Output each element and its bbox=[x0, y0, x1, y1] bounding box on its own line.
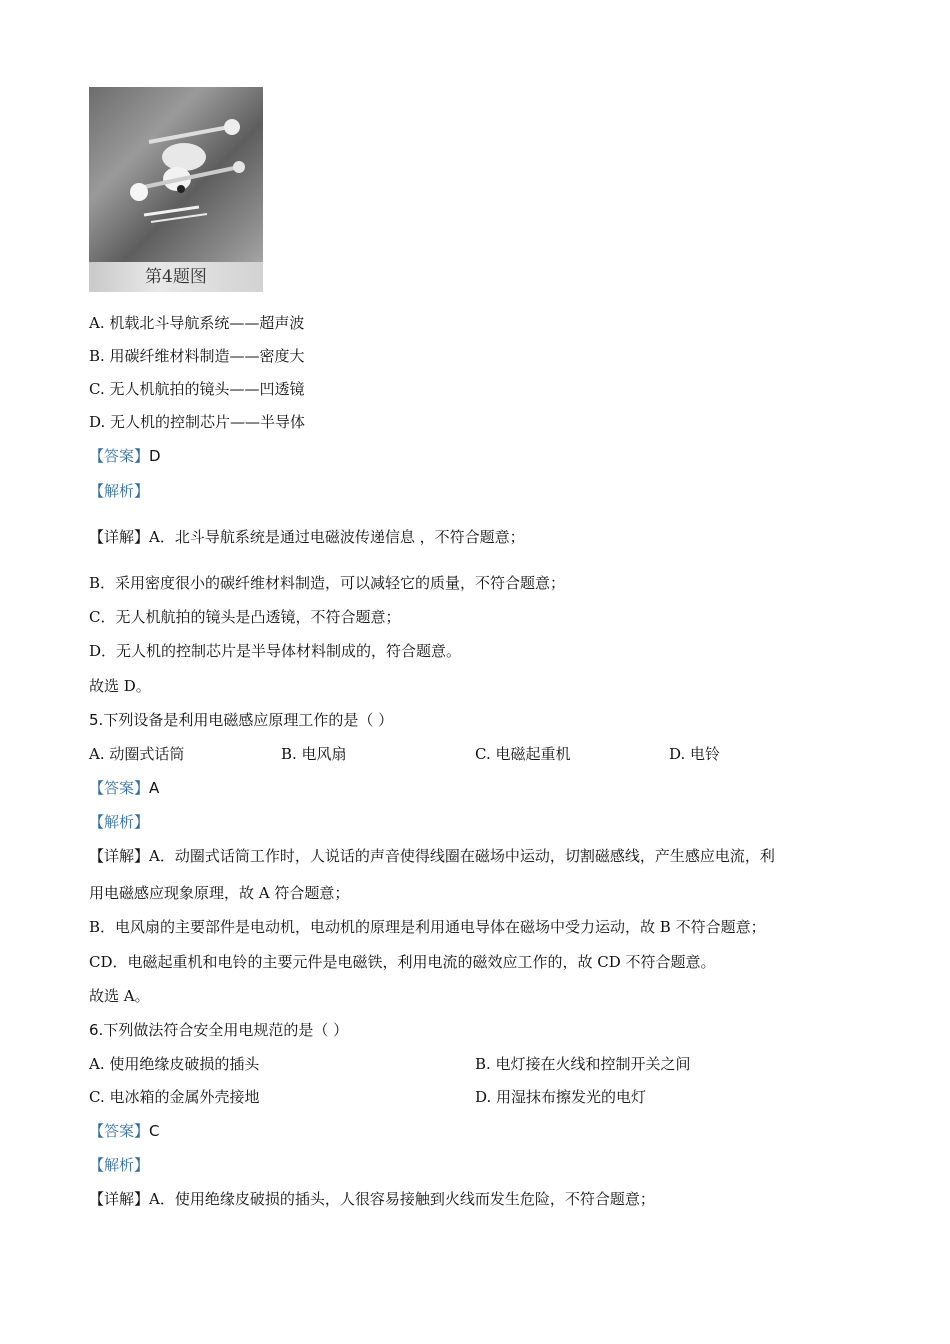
detail-text: A．北斗导航系统是通过电磁波传递信息 ，不符合题意； bbox=[149, 528, 525, 546]
q6-option-b: B. 电灯接在火线和控制开关之间 bbox=[475, 1055, 691, 1073]
question-text: 下列设备是利用电磁感应原理工作的是（ ） bbox=[103, 711, 394, 729]
answer-value: D bbox=[149, 447, 161, 465]
q5-analysis bbox=[89, 812, 149, 832]
q4-detail-2: B．采用密度很小的碳纤维材料制造，可以减轻它的质量，不符合题意； bbox=[89, 574, 566, 592]
q5-option-d: D. 电铃 bbox=[669, 745, 721, 763]
q5-option-c: C. 电磁起重机 bbox=[475, 745, 571, 763]
analysis-tag: 【解析】 bbox=[89, 813, 150, 831]
analysis-tag: 【解析】 bbox=[89, 1156, 150, 1174]
drone-photo bbox=[89, 87, 263, 292]
answer-tag: 【答案】 bbox=[89, 1122, 150, 1140]
detail-tag: 【详解】 bbox=[89, 528, 150, 546]
answer-tag: 【答案】 bbox=[89, 447, 150, 465]
q4-detail-3: C．无人机航拍的镜头是凸透镜，不符合题意； bbox=[89, 608, 401, 626]
q6-option-a: A. 使用绝缘皮破损的插头 bbox=[89, 1055, 260, 1073]
answer-value: A bbox=[149, 779, 160, 797]
q6-stem bbox=[89, 1020, 348, 1040]
detail-tag: 【详解】 bbox=[89, 847, 150, 865]
analysis-tag: 【解析】 bbox=[89, 482, 150, 500]
q5-detail-3: B．电风扇的主要部件是电动机，电动机的原理是利用通电导体在磁场中受力运动，故 B 不符合题意； bbox=[89, 918, 766, 936]
detail-text: A．使用绝缘皮破损的插头，人很容易接触到火线而发生危险，不符合题意； bbox=[149, 1190, 655, 1208]
figure-caption: 第4题图 bbox=[145, 267, 207, 287]
q5-stem bbox=[89, 710, 393, 730]
q6-analysis bbox=[89, 1155, 149, 1175]
q4-option-c: C. 无人机航拍的镜头——凹透镜 bbox=[89, 380, 305, 398]
q6-detail-1 bbox=[89, 1189, 655, 1209]
q4-conclusion: 故选 D。 bbox=[89, 677, 151, 695]
q6-option-d: D. 用湿抹布擦发光的电灯 bbox=[475, 1088, 647, 1106]
q4-detail-1 bbox=[89, 527, 525, 547]
q5-detail-4: CD．电磁起重机和电铃的主要元件是电磁铁，利用电流的磁效应工作的，故 CD 不符合题意。 bbox=[89, 953, 716, 971]
q5-detail-2: 用电磁感应现象原理，故 A 符合题意； bbox=[89, 884, 350, 902]
detail-text: A．动圈式话筒工作时，人说话的声音使得线圈在磁场中运动，切割磁感线，产生感应电流，利 bbox=[149, 847, 775, 865]
q5-answer bbox=[89, 778, 159, 798]
q4-option-d: D. 无人机的控制芯片——半导体 bbox=[89, 413, 306, 431]
q6-option-c: C. 电冰箱的金属外壳接地 bbox=[89, 1088, 260, 1106]
answer-tag: 【答案】 bbox=[89, 779, 150, 797]
answer-value: C bbox=[149, 1122, 160, 1140]
q4-answer bbox=[89, 446, 161, 466]
q4-option-b: B. 用碳纤维材料制造——密度大 bbox=[89, 347, 305, 365]
q4-detail-4: D．无人机的控制芯片是半导体材料制成的，符合题意。 bbox=[89, 642, 462, 660]
question-text: 下列做法符合安全用电规范的是（ ） bbox=[103, 1021, 349, 1039]
q5-option-b: B. 电风扇 bbox=[281, 745, 347, 763]
q4-analysis bbox=[89, 481, 149, 501]
question-number: 5. bbox=[89, 711, 104, 729]
detail-tag: 【详解】 bbox=[89, 1190, 150, 1208]
q5-detail-1 bbox=[89, 846, 775, 866]
q5-option-a: A. 动圈式话筒 bbox=[89, 745, 185, 763]
question-number: 6. bbox=[89, 1021, 104, 1039]
q5-conclusion: 故选 A。 bbox=[89, 987, 150, 1005]
q6-answer bbox=[89, 1121, 160, 1141]
q4-option-a: A. 机载北斗导航系统——超声波 bbox=[89, 314, 305, 332]
